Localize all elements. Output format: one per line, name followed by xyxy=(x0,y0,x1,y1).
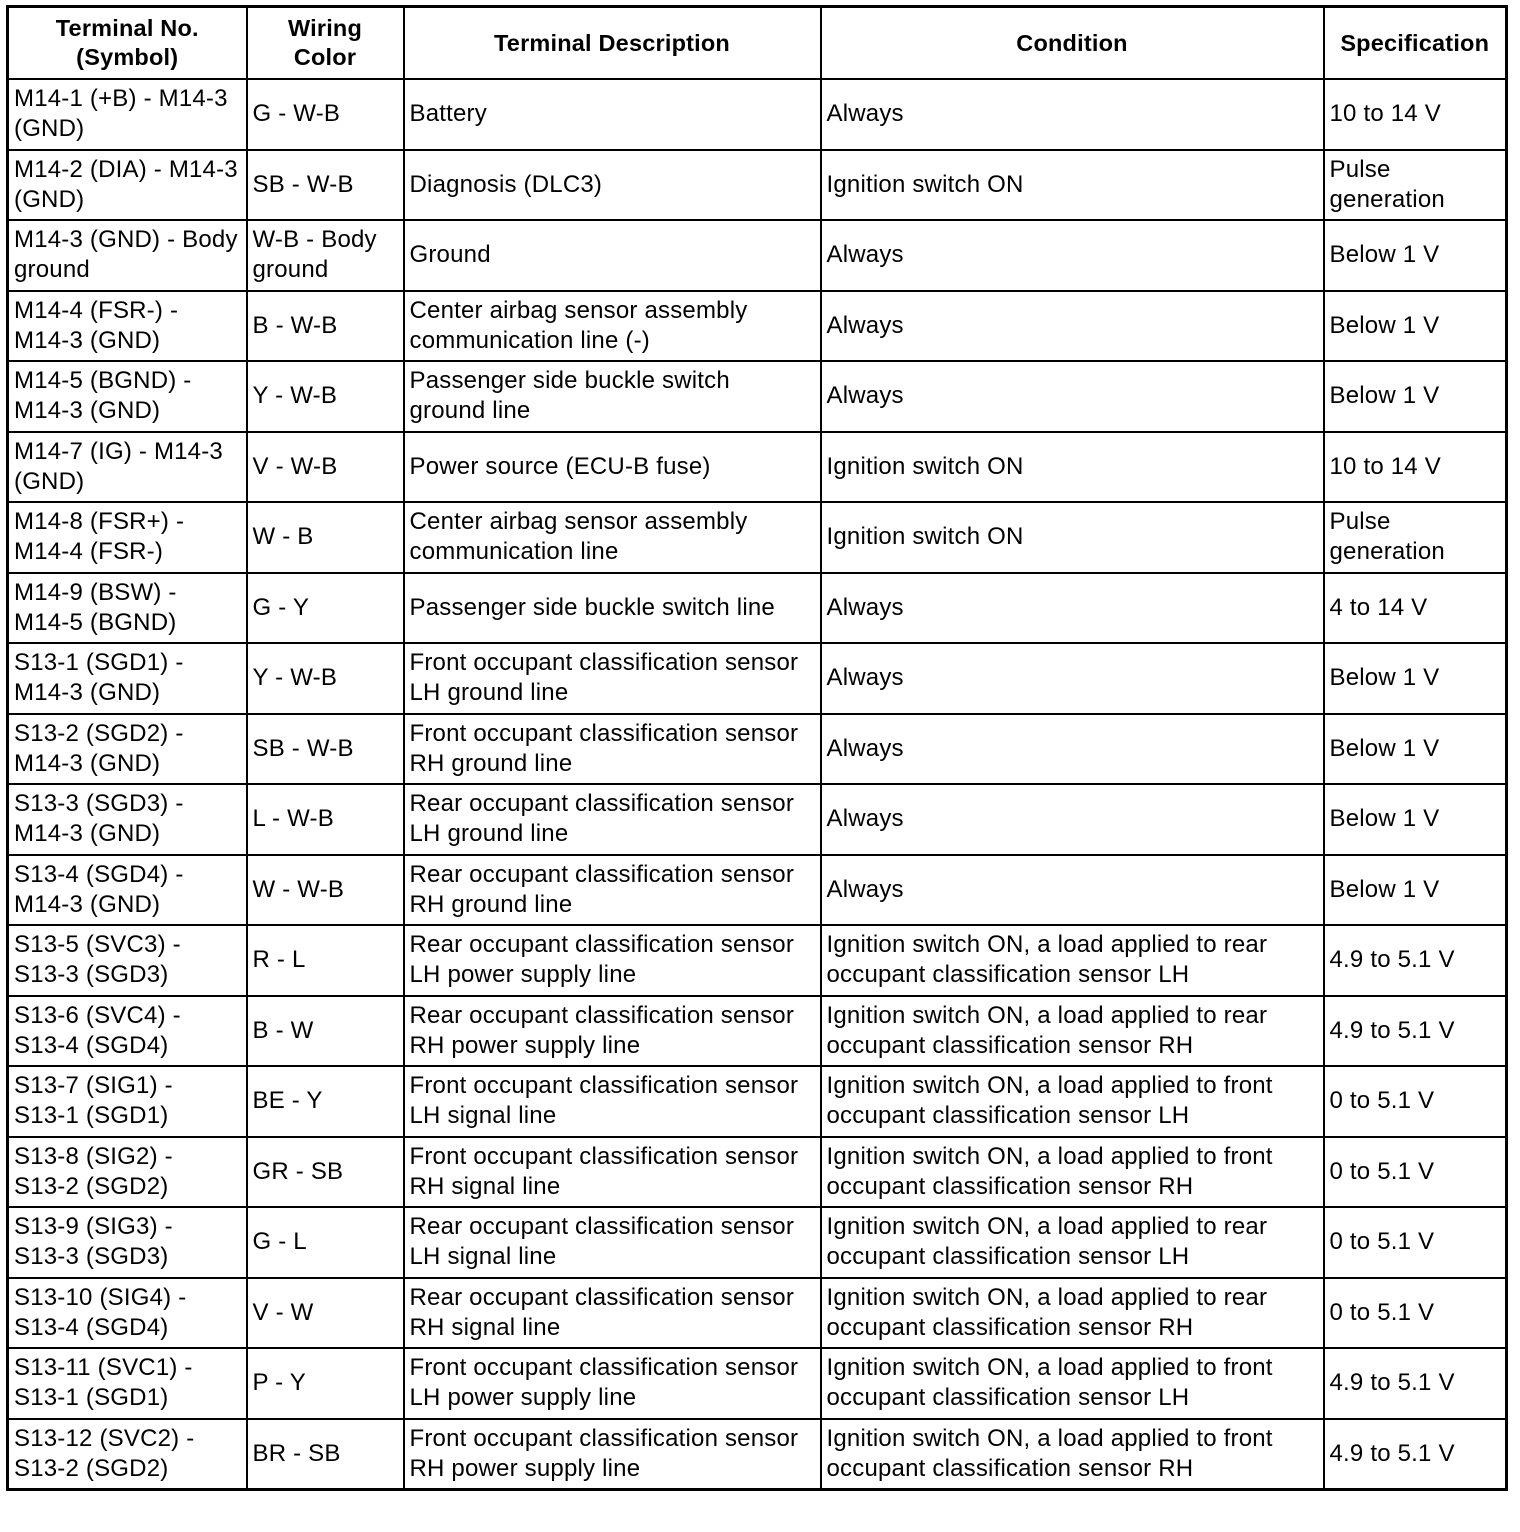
table-row xyxy=(8,1348,1507,1419)
cell-wiring-color xyxy=(247,573,404,644)
cell-description-line: Rear occupant classification sensor xyxy=(409,1213,795,1241)
cell-description-line: RH ground line xyxy=(409,749,573,777)
cell-specification-line: 0 to 5.1 V xyxy=(1329,1087,1435,1115)
cell-terminal xyxy=(8,1066,247,1137)
cell-description-line: Battery xyxy=(409,100,487,128)
cell-condition xyxy=(821,220,1324,291)
cell-description xyxy=(404,79,821,150)
cell-condition-line: occupant classification sensor LH xyxy=(826,1243,1190,1271)
cell-condition-line: Always xyxy=(826,805,904,833)
cell-description-line: LH signal line xyxy=(409,1243,557,1271)
cell-wiring-color-line: ground xyxy=(252,256,329,284)
cell-specification xyxy=(1324,643,1507,714)
cell-wiring-color xyxy=(247,643,404,714)
table-row xyxy=(8,1419,1507,1490)
cell-terminal-line: M14-3 (GND) xyxy=(14,326,161,354)
cell-description-line: Front occupant classification sensor xyxy=(409,649,799,677)
cell-wiring-color-line: L - W-B xyxy=(252,805,334,833)
cell-wiring-color xyxy=(247,291,404,362)
cell-wiring-color xyxy=(247,1348,404,1419)
cell-specification xyxy=(1324,573,1507,644)
cell-description-line: LH signal line xyxy=(409,1102,557,1130)
table-row xyxy=(8,79,1507,150)
cell-wiring-color-line: SB - W-B xyxy=(252,734,354,762)
header-terminal-line-2: (Symbol) xyxy=(76,44,179,70)
cell-condition-line: occupant classification sensor LH xyxy=(826,1384,1190,1412)
cell-condition xyxy=(821,1137,1324,1208)
cell-condition-line: occupant classification sensor LH xyxy=(826,961,1190,989)
table-row xyxy=(8,502,1507,573)
cell-terminal xyxy=(8,1419,247,1490)
cell-wiring-color xyxy=(247,714,404,785)
cell-condition-line: occupant classification sensor LH xyxy=(826,1102,1190,1130)
cell-description-line: Passenger side buckle switch xyxy=(409,367,730,395)
cell-specification-line: Below 1 V xyxy=(1329,805,1440,833)
cell-description-line: communication line (-) xyxy=(409,326,650,354)
table-row xyxy=(8,432,1507,503)
cell-terminal xyxy=(8,150,247,221)
cell-terminal-line: S13-4 (SGD4) xyxy=(14,1313,169,1341)
cell-wiring-color-line: W - B xyxy=(252,523,314,551)
cell-description-line: Center airbag sensor assembly xyxy=(409,296,748,324)
cell-description xyxy=(404,784,821,855)
cell-terminal xyxy=(8,784,247,855)
cell-wiring-color-line: G - L xyxy=(252,1228,307,1256)
cell-condition xyxy=(821,79,1324,150)
cell-terminal-line: S13-2 (SGD2) - xyxy=(14,719,184,747)
cell-description-line: Front occupant classification sensor xyxy=(409,1354,799,1382)
cell-specification-line: Below 1 V xyxy=(1329,875,1440,903)
cell-condition-line: Always xyxy=(826,382,904,410)
header-description: Terminal Description xyxy=(404,7,821,80)
cell-wiring-color xyxy=(247,1278,404,1349)
cell-wiring-color-line: BR - SB xyxy=(252,1439,341,1467)
table-row xyxy=(8,361,1507,432)
cell-terminal-line: M14-3 (GND) xyxy=(14,397,161,425)
cell-description xyxy=(404,1137,821,1208)
table-row xyxy=(8,150,1507,221)
cell-condition xyxy=(821,1419,1324,1490)
cell-description-line: Front occupant classification sensor xyxy=(409,1142,799,1170)
cell-condition-line: Ignition switch ON, a load applied to front xyxy=(826,1424,1273,1452)
cell-condition xyxy=(821,502,1324,573)
cell-wiring-color-line: Y - W-B xyxy=(252,664,338,692)
cell-specification-line: Below 1 V xyxy=(1329,241,1440,269)
cell-terminal-line: M14-2 (DIA) - M14-3 xyxy=(14,155,238,183)
cell-wiring-color xyxy=(247,79,404,150)
cell-specification xyxy=(1324,432,1507,503)
table-header xyxy=(8,7,1507,80)
cell-condition xyxy=(821,1207,1324,1278)
cell-specification xyxy=(1324,1278,1507,1349)
cell-wiring-color-line: W-B - Body xyxy=(252,226,377,254)
table-row xyxy=(8,784,1507,855)
cell-wiring-color-line: Y - W-B xyxy=(252,382,338,410)
cell-condition-line: occupant classification sensor RH xyxy=(826,1031,1194,1059)
cell-terminal-line: S13-8 (SIG2) - xyxy=(14,1142,173,1170)
table-row xyxy=(8,1207,1507,1278)
header-condition: Condition xyxy=(821,7,1324,80)
cell-condition-line: Always xyxy=(826,241,904,269)
cell-specification xyxy=(1324,1207,1507,1278)
cell-terminal-line: S13-9 (SIG3) - xyxy=(14,1213,173,1241)
cell-condition-line: Ignition switch ON xyxy=(826,523,1024,551)
cell-condition-line: occupant classification sensor RH xyxy=(826,1313,1194,1341)
cell-wiring-color-line: W - W-B xyxy=(252,875,345,903)
table-row xyxy=(8,1137,1507,1208)
table-row xyxy=(8,1066,1507,1137)
cell-description-line: RH ground line xyxy=(409,890,573,918)
table-row xyxy=(8,1278,1507,1349)
header-terminal-line-1: Terminal No. xyxy=(55,15,199,41)
cell-terminal-line: S13-1 (SGD1) xyxy=(14,1102,169,1130)
cell-terminal xyxy=(8,925,247,996)
cell-terminal-line: M14-9 (BSW) - xyxy=(14,578,177,606)
cell-condition-line: Always xyxy=(826,100,904,128)
cell-terminal-line: S13-2 (SGD2) xyxy=(14,1454,169,1482)
cell-description-line: Rear occupant classification sensor xyxy=(409,1283,795,1311)
cell-condition-line: Ignition switch ON, a load applied to rear xyxy=(826,1001,1268,1029)
cell-terminal xyxy=(8,361,247,432)
cell-wiring-color xyxy=(247,1419,404,1490)
cell-condition xyxy=(821,925,1324,996)
cell-specification-line: 4.9 to 5.1 V xyxy=(1329,1369,1455,1397)
cell-terminal-line: S13-12 (SVC2) - xyxy=(14,1424,195,1452)
cell-terminal-line: S13-3 (SGD3) - xyxy=(14,790,184,818)
cell-wiring-color xyxy=(247,150,404,221)
cell-specification-line: Below 1 V xyxy=(1329,664,1440,692)
cell-terminal-line: (GND) xyxy=(14,115,85,143)
cell-description-line: ground line xyxy=(409,397,531,425)
cell-wiring-color-line: P - Y xyxy=(252,1369,306,1397)
cell-description-line: Ground xyxy=(409,241,491,269)
cell-wiring-color-line: G - W-B xyxy=(252,100,341,128)
table-row xyxy=(8,220,1507,291)
cell-description-line: Diagnosis (DLC3) xyxy=(409,170,603,198)
cell-condition-line: Ignition switch ON, a load applied to front xyxy=(826,1142,1273,1170)
cell-wiring-color-line: GR - SB xyxy=(252,1157,344,1185)
cell-description-line: Power source (ECU-B fuse) xyxy=(409,452,711,480)
cell-terminal xyxy=(8,714,247,785)
cell-terminal xyxy=(8,432,247,503)
header-wiring-line-1: Wiring xyxy=(287,15,363,41)
cell-specification-line: generation xyxy=(1329,185,1445,213)
header-row xyxy=(8,7,1507,80)
cell-terminal-line: M14-5 (BGND) - xyxy=(14,367,192,395)
cell-specification xyxy=(1324,784,1507,855)
cell-description xyxy=(404,150,821,221)
cell-wiring-color xyxy=(247,996,404,1067)
cell-description-line: Front occupant classification sensor xyxy=(409,1072,799,1100)
cell-condition-line: Ignition switch ON, a load applied to front xyxy=(826,1354,1273,1382)
cell-specification-line: Below 1 V xyxy=(1329,311,1440,339)
cell-condition xyxy=(821,714,1324,785)
cell-terminal-line: S13-4 (SGD4) - xyxy=(14,860,184,888)
cell-description xyxy=(404,643,821,714)
cell-terminal-line: M14-1 (+B) - M14-3 xyxy=(14,85,228,113)
header-wiring-line-2: Color xyxy=(293,44,357,70)
cell-wiring-color xyxy=(247,855,404,926)
cell-terminal-line: M14-3 (GND) - Body xyxy=(14,226,238,254)
cell-condition xyxy=(821,784,1324,855)
cell-condition-line: Ignition switch ON, a load applied to rear xyxy=(826,1213,1268,1241)
cell-terminal-line: S13-2 (SGD2) xyxy=(14,1172,169,1200)
cell-wiring-color-line: B - W xyxy=(252,1016,314,1044)
cell-specification-line: generation xyxy=(1329,538,1445,566)
cell-condition xyxy=(821,1348,1324,1419)
cell-specification-line: 0 to 5.1 V xyxy=(1329,1157,1435,1185)
cell-condition xyxy=(821,291,1324,362)
cell-terminal-line: S13-10 (SIG4) - xyxy=(14,1283,187,1311)
cell-specification xyxy=(1324,502,1507,573)
terminal-spec-table xyxy=(6,5,1508,1491)
cell-condition-line: Ignition switch ON, a load applied to front xyxy=(826,1072,1273,1100)
cell-description xyxy=(404,714,821,785)
cell-description xyxy=(404,220,821,291)
cell-wiring-color xyxy=(247,1207,404,1278)
cell-description xyxy=(404,1066,821,1137)
cell-description-line: Front occupant classification sensor xyxy=(409,1424,799,1452)
table-body xyxy=(8,79,1507,1490)
cell-description xyxy=(404,1278,821,1349)
cell-terminal xyxy=(8,996,247,1067)
cell-description xyxy=(404,291,821,362)
cell-description-line: Rear occupant classification sensor xyxy=(409,790,795,818)
cell-wiring-color xyxy=(247,220,404,291)
cell-specification xyxy=(1324,220,1507,291)
cell-condition-line: Ignition switch ON, a load applied to rear xyxy=(826,931,1268,959)
cell-terminal-line: (GND) xyxy=(14,467,85,495)
cell-terminal xyxy=(8,1348,247,1419)
cell-condition xyxy=(821,150,1324,221)
cell-wiring-color-line: G - Y xyxy=(252,593,310,621)
table-row xyxy=(8,855,1507,926)
cell-specification-line: 4 to 14 V xyxy=(1329,593,1428,621)
cell-specification-line: 0 to 5.1 V xyxy=(1329,1228,1435,1256)
cell-specification xyxy=(1324,1137,1507,1208)
cell-wiring-color xyxy=(247,502,404,573)
cell-wiring-color-line: B - W-B xyxy=(252,311,338,339)
cell-condition-line: Always xyxy=(826,311,904,339)
cell-wiring-color-line: SB - W-B xyxy=(252,170,354,198)
cell-specification xyxy=(1324,1419,1507,1490)
cell-specification-line: 4.9 to 5.1 V xyxy=(1329,1439,1455,1467)
cell-description xyxy=(404,925,821,996)
cell-condition-line: Ignition switch ON xyxy=(826,452,1024,480)
cell-specification xyxy=(1324,1066,1507,1137)
cell-terminal-line: M14-3 (GND) xyxy=(14,679,161,707)
cell-condition-line: occupant classification sensor RH xyxy=(826,1172,1194,1200)
cell-terminal-line: S13-6 (SVC4) - xyxy=(14,1001,181,1029)
cell-specification-line: Pulse xyxy=(1329,155,1391,183)
cell-description-line: Rear occupant classification sensor xyxy=(409,931,795,959)
cell-terminal-line: M14-5 (BGND) xyxy=(14,608,177,636)
cell-wiring-color-line: BE - Y xyxy=(252,1087,323,1115)
cell-terminal xyxy=(8,291,247,362)
cell-terminal-line: M14-7 (IG) - M14-3 xyxy=(14,437,223,465)
header-specification: Specification xyxy=(1324,7,1507,80)
cell-terminal xyxy=(8,1137,247,1208)
cell-terminal-line: S13-1 (SGD1) xyxy=(14,1384,169,1412)
header-terminal xyxy=(8,7,247,80)
table-row xyxy=(8,996,1507,1067)
cell-condition xyxy=(821,643,1324,714)
cell-specification xyxy=(1324,361,1507,432)
cell-condition xyxy=(821,573,1324,644)
cell-terminal-line: M14-3 (GND) xyxy=(14,749,161,777)
cell-condition xyxy=(821,1066,1324,1137)
cell-condition xyxy=(821,361,1324,432)
cell-description xyxy=(404,1419,821,1490)
cell-terminal xyxy=(8,573,247,644)
cell-terminal xyxy=(8,220,247,291)
table-row xyxy=(8,291,1507,362)
cell-wiring-color xyxy=(247,925,404,996)
cell-condition-line: Ignition switch ON xyxy=(826,170,1024,198)
cell-terminal-line: M14-4 (FSR-) xyxy=(14,538,164,566)
cell-description-line: Front occupant classification sensor xyxy=(409,719,799,747)
cell-condition xyxy=(821,996,1324,1067)
cell-specification xyxy=(1324,150,1507,221)
cell-description xyxy=(404,361,821,432)
cell-description xyxy=(404,1348,821,1419)
cell-terminal-line: S13-4 (SGD4) xyxy=(14,1031,169,1059)
cell-description-line: RH power supply line xyxy=(409,1031,641,1059)
cell-specification-line: 10 to 14 V xyxy=(1329,452,1441,480)
cell-specification-line: Below 1 V xyxy=(1329,382,1440,410)
cell-terminal xyxy=(8,1207,247,1278)
cell-condition-line: occupant classification sensor RH xyxy=(826,1454,1194,1482)
cell-specification xyxy=(1324,996,1507,1067)
cell-description-line: LH ground line xyxy=(409,679,569,707)
cell-terminal-line: S13-11 (SVC1) - xyxy=(14,1354,193,1382)
cell-terminal-line: S13-5 (SVC3) - xyxy=(14,931,181,959)
cell-description-line: RH signal line xyxy=(409,1313,561,1341)
cell-wiring-color xyxy=(247,432,404,503)
cell-specification-line: 0 to 5.1 V xyxy=(1329,1298,1435,1326)
cell-condition-line: Always xyxy=(826,664,904,692)
cell-condition xyxy=(821,1278,1324,1349)
cell-specification-line: 4.9 to 5.1 V xyxy=(1329,946,1455,974)
cell-description xyxy=(404,573,821,644)
cell-terminal-line: ground xyxy=(14,256,90,284)
cell-description-line: RH power supply line xyxy=(409,1454,641,1482)
cell-terminal-line: S13-1 (SGD1) - xyxy=(14,649,184,677)
cell-description-line: LH power supply line xyxy=(409,1384,637,1412)
cell-condition-line: Always xyxy=(826,734,904,762)
cell-terminal-line: S13-3 (SGD3) xyxy=(14,961,169,989)
cell-wiring-color xyxy=(247,361,404,432)
cell-wiring-color-line: R - L xyxy=(252,946,306,974)
cell-terminal xyxy=(8,855,247,926)
cell-wiring-color-line: V - W xyxy=(252,1298,314,1326)
cell-terminal-line: M14-4 (FSR-) - xyxy=(14,296,179,324)
header-wiring xyxy=(247,7,404,80)
cell-specification-line: Below 1 V xyxy=(1329,734,1440,762)
cell-specification-line: 4.9 to 5.1 V xyxy=(1329,1016,1455,1044)
cell-description-line: RH signal line xyxy=(409,1172,561,1200)
cell-description xyxy=(404,432,821,503)
cell-specification-line: Pulse xyxy=(1329,508,1391,536)
cell-wiring-color-line: V - W-B xyxy=(252,452,338,480)
cell-condition-line: Always xyxy=(826,875,904,903)
cell-terminal-line: S13-7 (SIG1) - xyxy=(14,1072,173,1100)
cell-specification xyxy=(1324,925,1507,996)
cell-wiring-color xyxy=(247,784,404,855)
table-row xyxy=(8,714,1507,785)
cell-terminal-line: M14-8 (FSR+) - xyxy=(14,508,185,536)
table-row xyxy=(8,925,1507,996)
cell-specification xyxy=(1324,1348,1507,1419)
cell-description-line: Passenger side buckle switch line xyxy=(409,593,775,621)
cell-wiring-color xyxy=(247,1066,404,1137)
cell-specification xyxy=(1324,855,1507,926)
cell-terminal-line: M14-3 (GND) xyxy=(14,820,161,848)
cell-terminal xyxy=(8,1278,247,1349)
cell-description-line: Center airbag sensor assembly xyxy=(409,508,748,536)
table-row xyxy=(8,643,1507,714)
cell-description xyxy=(404,1207,821,1278)
cell-condition xyxy=(821,432,1324,503)
cell-description-line: communication line xyxy=(409,538,619,566)
cell-specification xyxy=(1324,291,1507,362)
cell-terminal xyxy=(8,502,247,573)
cell-condition-line: Always xyxy=(826,593,904,621)
cell-terminal-line: S13-3 (SGD3) xyxy=(14,1243,169,1271)
cell-description-line: Rear occupant classification sensor xyxy=(409,860,795,888)
cell-description xyxy=(404,996,821,1067)
cell-condition-line: Ignition switch ON, a load applied to rear xyxy=(826,1283,1268,1311)
cell-terminal-line: (GND) xyxy=(14,185,85,213)
cell-specification xyxy=(1324,714,1507,785)
cell-terminal xyxy=(8,643,247,714)
cell-description-line: LH ground line xyxy=(409,820,569,848)
table-row xyxy=(8,573,1507,644)
cell-description xyxy=(404,855,821,926)
cell-wiring-color xyxy=(247,1137,404,1208)
cell-specification xyxy=(1324,79,1507,150)
cell-description-line: Rear occupant classification sensor xyxy=(409,1001,795,1029)
cell-description xyxy=(404,502,821,573)
cell-condition xyxy=(821,855,1324,926)
cell-terminal-line: M14-3 (GND) xyxy=(14,890,161,918)
cell-terminal xyxy=(8,79,247,150)
cell-specification-line: 10 to 14 V xyxy=(1329,100,1441,128)
cell-description-line: LH power supply line xyxy=(409,961,637,989)
